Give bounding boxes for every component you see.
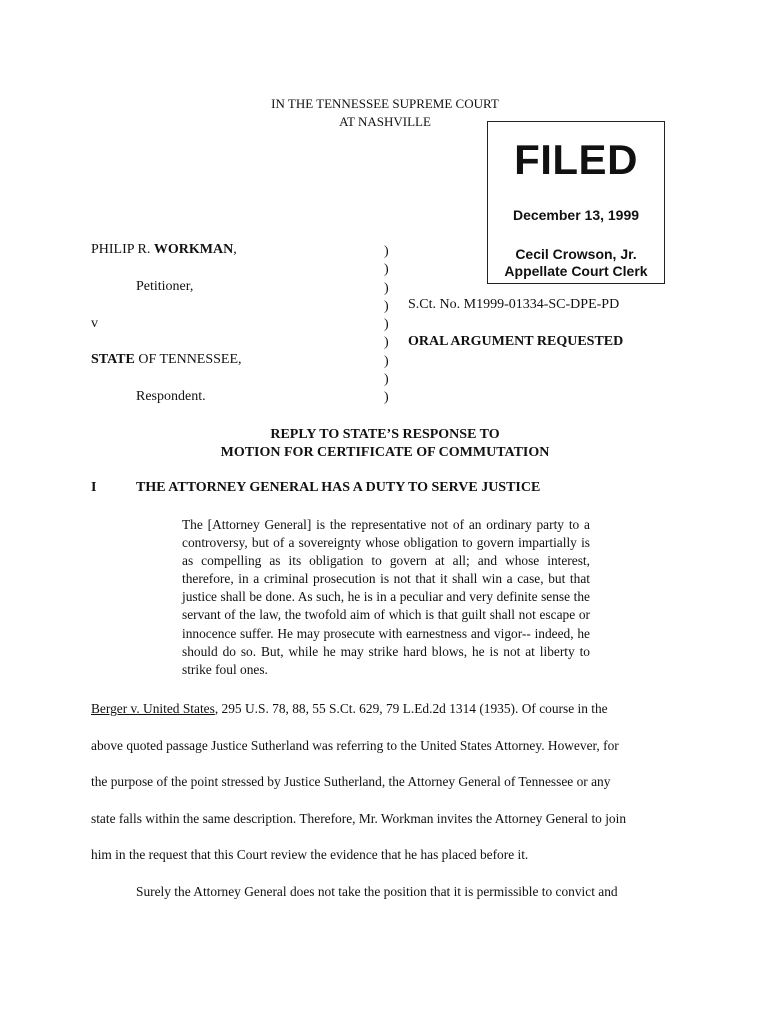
document-title-line2: MOTION FOR CERTIFICATE OF COMMUTATION (220, 445, 550, 460)
caption-divider: ) ) ) ) ) ) ) ) ) (384, 244, 389, 406)
clerk-title: Appellate Court Clerk (504, 263, 648, 279)
oral-argument-request: ORAL ARGUMENT REQUESTED (408, 334, 624, 349)
court-name: IN THE TENNESSEE SUPREME COURT (271, 96, 499, 111)
filed-date: December 13, 1999 (512, 207, 640, 223)
respondent-role: Respondent. (136, 389, 206, 404)
section-title: THE ATTORNEY GENERAL HAS A DUTY TO SERVE JUSTICE (136, 480, 541, 495)
document-title-line1: REPLY TO STATE’S RESPONSE TO (270, 427, 500, 442)
case-citation-link: Berger v. United States (91, 701, 215, 716)
petitioner-role: Petitioner, (136, 279, 194, 294)
versus: v (91, 316, 98, 331)
clerk-name: Cecil Crowson, Jr. (515, 246, 637, 262)
petitioner-name: PHILIP R. WORKMAN, (91, 242, 237, 257)
block-quote: The [Attorney General] is the representative not of an ordinary party to a controversy, but of a sovereignty whose obligation to govern impartially is as compelling as its obligation to govern at all; and whose interest, therefore, in a criminal prosecution is not that it shall win a case, but that justice shall be done. As such, he is in a peculiar and very definite sense the servant of the law, the twofold aim of which is that guilt shall not escape or innocence suffer. He may prosecute with earnestness and vigor-- indeed, he should do so. But, while he may strike hard blows, he is not at liberty to strike foul ones. (182, 517, 590, 677)
body-line-5: him in the request that this Court review the evidence that he has placed before it. (91, 847, 529, 862)
body-line-2: above quoted passage Justice Sutherland was referring to the United States Attorney. However, for (91, 738, 619, 753)
section-number: I (91, 480, 97, 495)
clerk-block (488, 246, 664, 280)
court-location: AT NASHVILLE (339, 114, 431, 129)
case-number: S.Ct. No. M1999-01334-SC-DPE-PD (408, 297, 620, 312)
filed-stamp (487, 121, 665, 284)
body-line-4: state falls within the same description. Therefore, Mr. Workman invites the Attorney General to join (91, 811, 627, 826)
body-line-3: the purpose of the point stressed by Justice Sutherland, the Attorney General of Tennessee or any (91, 774, 611, 789)
body-line-6: Surely the Attorney General does not take the position that it is permissible to convict and (136, 884, 618, 899)
respondent-name: STATE OF TENNESSEE, (91, 352, 242, 367)
filed-label: FILED (514, 136, 638, 183)
body-line-1: Berger v. United States, 295 U.S. 78, 88, 55 S.Ct. 629, 79 L.Ed.2d 1314 (1935). Of course in the (91, 701, 608, 716)
